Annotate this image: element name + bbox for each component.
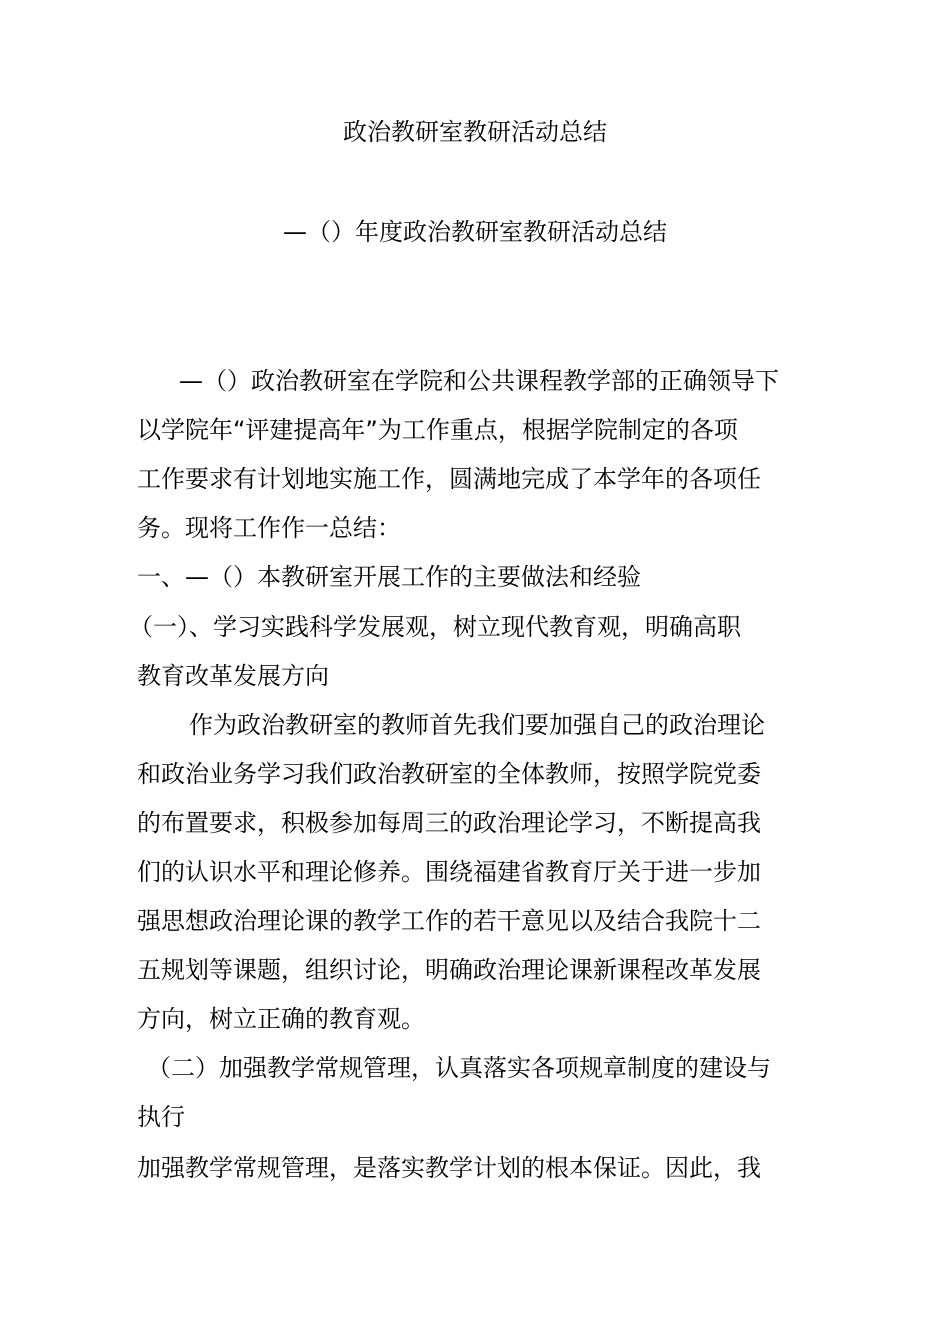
text-line: 五规划等课题，组织讨论，明确政治理论课新课程改革发展 xyxy=(137,956,761,984)
text-line: 以学院年“评建提高年”为工作重点，根据学院制定的各项 xyxy=(137,416,738,444)
paragraph-study xyxy=(137,701,827,1044)
document-title: 政治教研室教研活动总结 xyxy=(343,118,607,146)
subsection-heading-2 xyxy=(137,1044,827,1142)
text-line: 方向，树立正确的教育观。 xyxy=(137,1005,425,1033)
text-line: 作为政治教研室的教师首先我们要加强自己的政治理论 xyxy=(189,711,765,739)
subsection-heading-1 xyxy=(129,603,827,701)
section-heading-1 xyxy=(137,553,827,602)
text-line: 执行 xyxy=(137,1103,185,1131)
text-line: 一、—（）本教研室开展工作的主要做法和经验 xyxy=(137,563,641,591)
text-line: 的布置要求，积极参加每周三的政治理论学习，不断提高我 xyxy=(137,809,761,837)
text-line: —（）政治教研室在学院和公共课程教学部的正确领导下 xyxy=(179,367,779,395)
text-line: 教育改革发展方向 xyxy=(137,662,329,690)
text-line: 加强教学常规管理，是落实教学计划的根本保证。因此，我 xyxy=(137,1154,761,1182)
document-subtitle: —（）年度政治教研室教研活动总结 xyxy=(283,218,667,246)
text-line: （一）、学习实践科学发展观，树立现代教育观，明确高职 xyxy=(129,613,741,641)
text-line: 和政治业务学习我们政治教研室的全体教师，按照学院党委 xyxy=(137,760,761,788)
text-line: 工作要求有计划地实施工作，圆满地完成了本学年的各项任 xyxy=(137,465,761,493)
paragraph-management xyxy=(137,1144,827,1193)
text-line: 务。现将工作作一总结： xyxy=(137,514,401,542)
text-line: 们的认识水平和理论修养。围绕福建省教育厅关于进一步加 xyxy=(137,858,761,886)
text-line: （二）加强教学常规管理，认真落实各项规章制度的建设与 xyxy=(147,1054,771,1082)
text-line: 强思想政治理论课的教学工作的若干意见以及结合我院十二 xyxy=(137,907,761,935)
paragraph-intro xyxy=(137,357,827,553)
